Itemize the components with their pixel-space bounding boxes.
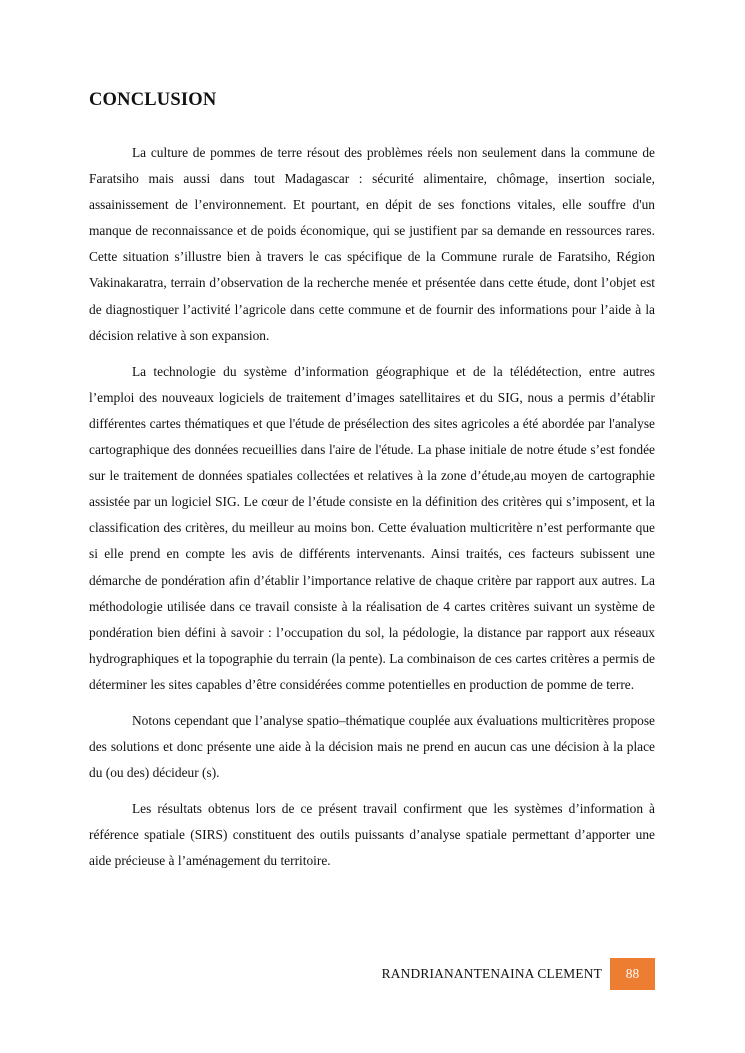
page-number-badge: 88	[610, 958, 655, 990]
paragraph-4: Les résultats obtenus lors de ce présent travail confirment que les systèmes d’information à référence spatiale (SIRS) constituent des outils puissants d’analyse spatiale permettant d’apporter une aide précieuse à l’aménagement du territoire.	[89, 801, 655, 869]
paragraph-3: Notons cependant que l’analyse spatio–thématique couplée aux évaluations multicritères propose des solutions et donc présente une aide à la décision mais ne prend en aucun cas une décision à la place du (ou des) décideur (s).	[89, 712, 655, 781]
page-footer	[382, 958, 655, 990]
page-title: CONCLUSION	[89, 90, 217, 110]
body-text	[89, 140, 655, 885]
paragraph-1: La culture de pommes de terre résout des problèmes réels non seulement dans la commune de Faratsiho mais aussi dans tout Madagascar : sécurité alimentaire, chômage, insertion sociale, assainissement de l’environnement. Et pourtant, en dépit de ses fonctions vitales, elle souffre d'un manque de reconnaissance et de poids économique, qui se justifient par sa demande en ressources rares. Cette situation s’illustre bien à travers le cas spécifique de la Commune rurale de Faratsiho, Région Vakinakaratra, terrain d’observation de la recherche menée et présentée dans cette étude, dont l’objet est de diagnostiquer l’activité l’agricole dans cette commune et de fournir des informations pour l’aide à la décision relative à son expansion.	[89, 145, 655, 343]
paragraph-2: La technologie du système d’information géographique et de la télédétection, entre autres l’emploi des nouveaux logiciels de traitement d’images satellitaires et du SIG, nous a permis d’établir différentes cartes thématiques et que l'étude de présélection des sites agricoles a été abordée par l'analyse cartographique des données recueillies dans l'aire de l'étude. La phase initiale de notre étude s’est fondée sur le traitement de données spatiales collectées et relatives à la zone d’étude,au moyen de cartographie assistée par un logiciel SIG. Le cœur de l’étude consiste en la définition des critères qui s’imposent, et la classification des critères, du meilleur au moins bon. Cette évaluation multicritère n’est performante que si elle prend en compte les avis de différents intervenants. Ainsi traités, ces facteurs subissent une démarche de pondération afin d’établir l’importance relative de chaque critère par rapport aux autres. La méthodologie utilisée dans ce travail consiste à la réalisation de 4 cartes critères suivant un système de pondération bien défini à savoir : l’occupation du sol, la pédologie, la distance par rapport aux réseaux hydrographiques et la topographie du terrain (la pente). La combinaison de ces cartes critères a permis de déterminer les sites capables d’être considérées comme potentielles en production de pomme de terre.	[89, 363, 655, 692]
footer-author: RANDRIANANTENAINA CLEMENT	[381, 966, 602, 981]
